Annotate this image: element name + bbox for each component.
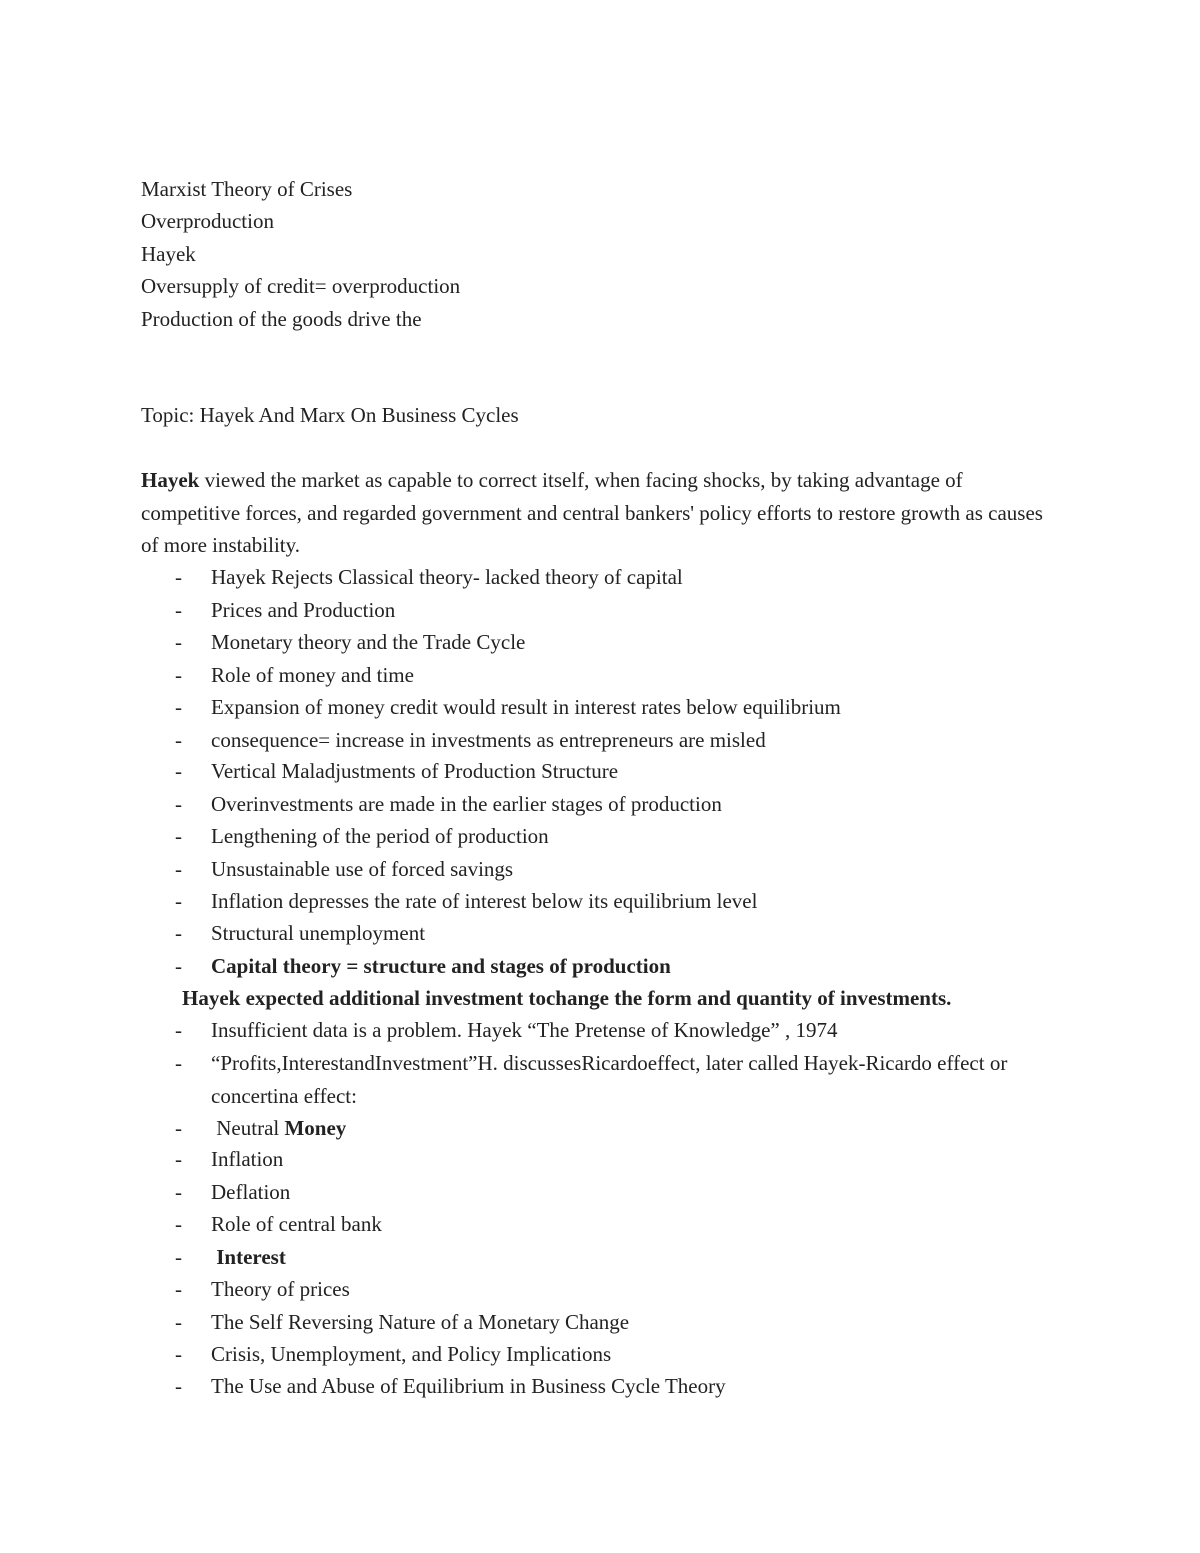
list-item-text: Structural unemployment: [211, 921, 426, 945]
list-item-text: The Self Reversing Nature of a Monetary Change: [211, 1309, 630, 1334]
list-item-text: The Use and Abuse of Equilibrium in Business Cycle Theory: [211, 1374, 726, 1398]
bullet-dash: -: [175, 630, 182, 654]
money-prefix: Neutral: [211, 1116, 285, 1140]
bullet-dash: -: [175, 1309, 182, 1334]
bullet-dash: -: [175, 1244, 182, 1269]
list-item-text: [211, 1112, 346, 1145]
list-item-text: Role of money and time: [211, 662, 414, 687]
list-item-text: Expansion of money credit would result in interest rates below equilibrium: [211, 695, 841, 719]
list-item-text: Inflation: [211, 1147, 284, 1171]
bullet-dash: -: [175, 759, 182, 783]
topic-heading: Topic: Hayek And Marx On Business Cycles: [141, 403, 519, 427]
bullet-dash: -: [175, 1374, 182, 1398]
note-line: Hayek: [141, 242, 196, 266]
list-item-text: Insufficient data is a problem. Hayek “The Pretense of Knowledge” , 1974: [211, 1018, 838, 1042]
bullet-dash: -: [175, 921, 182, 945]
list-item-text: Lengthening of the period of production: [211, 824, 549, 848]
list-item-text: Prices and Production: [211, 597, 396, 622]
list-item-text: Crisis, Unemployment, and Policy Implications: [211, 1342, 612, 1366]
list-item-text: Hayek Rejects Classical theory- lacked theory of capital: [211, 565, 683, 589]
bullet-dash: -: [175, 791, 182, 816]
bullet-dash: -: [175, 824, 182, 848]
list-item-text: Inflation depresses the rate of interest below its equilibrium level: [211, 889, 758, 913]
money-bold: Money: [284, 1116, 347, 1140]
list-item-text: Theory of prices: [211, 1277, 350, 1301]
note-line: Oversupply of credit= overproduction: [141, 274, 461, 298]
list-item-text: Deflation: [211, 1179, 291, 1204]
bullet-dash: -: [175, 597, 182, 622]
bullet-dash: -: [175, 662, 182, 687]
bullet-dash: -: [175, 1018, 182, 1042]
list-item-text: Monetary theory and the Trade Cycle: [211, 630, 526, 654]
bullet-dash: -: [175, 1212, 182, 1236]
intro-paragraph: [141, 464, 1051, 562]
list-item-text: Vertical Maladjustments of Production Structure: [211, 759, 619, 783]
bullet-dash: -: [175, 1277, 182, 1301]
list-item-text: Interest: [211, 1244, 286, 1269]
list-item-text: “Profits,InterestandInvestment”H. discussesRicardoeffect, later called Hayek-Ricardo effect or concertina effect:: [211, 1051, 1008, 1108]
note-line: Overproduction: [141, 209, 274, 233]
expectation-line: Hayek expected additional investment tochange the form and quantity of investments.: [182, 986, 952, 1010]
bullet-dash: -: [175, 1179, 182, 1204]
intro-lead: Hayek: [141, 468, 200, 492]
note-line: Production of the goods drive the: [141, 307, 422, 331]
note-line: Marxist Theory of Crises: [141, 177, 353, 201]
intro-body: viewed the market as capable to correct itself, when facing shocks, by taking advantage of competitive forces, and regarded government and central bankers' policy efforts to restore growth as causes of more instability.: [141, 468, 1043, 557]
list-item-text: consequence= increase in investments as entrepreneurs are misled: [211, 727, 766, 752]
bullet-dash: -: [175, 1051, 182, 1075]
list-item-text: Role of central bank: [211, 1212, 382, 1236]
bullet-dash: -: [175, 1342, 182, 1366]
bullet-dash: -: [175, 1147, 182, 1171]
bullet-dash: -: [175, 953, 182, 978]
bullet-dash: -: [175, 695, 182, 719]
bullet-dash: -: [175, 1116, 182, 1140]
bullet-dash: -: [175, 727, 182, 752]
bullet-dash: -: [175, 565, 182, 589]
list-item-text: Capital theory = structure and stages of production: [211, 953, 671, 978]
list-item-text: Unsustainable use of forced savings: [211, 856, 514, 881]
list-item-text: Overinvestments are made in the earlier stages of production: [211, 791, 722, 816]
bullet-dash: -: [175, 856, 182, 881]
bullet-dash: -: [175, 889, 182, 913]
